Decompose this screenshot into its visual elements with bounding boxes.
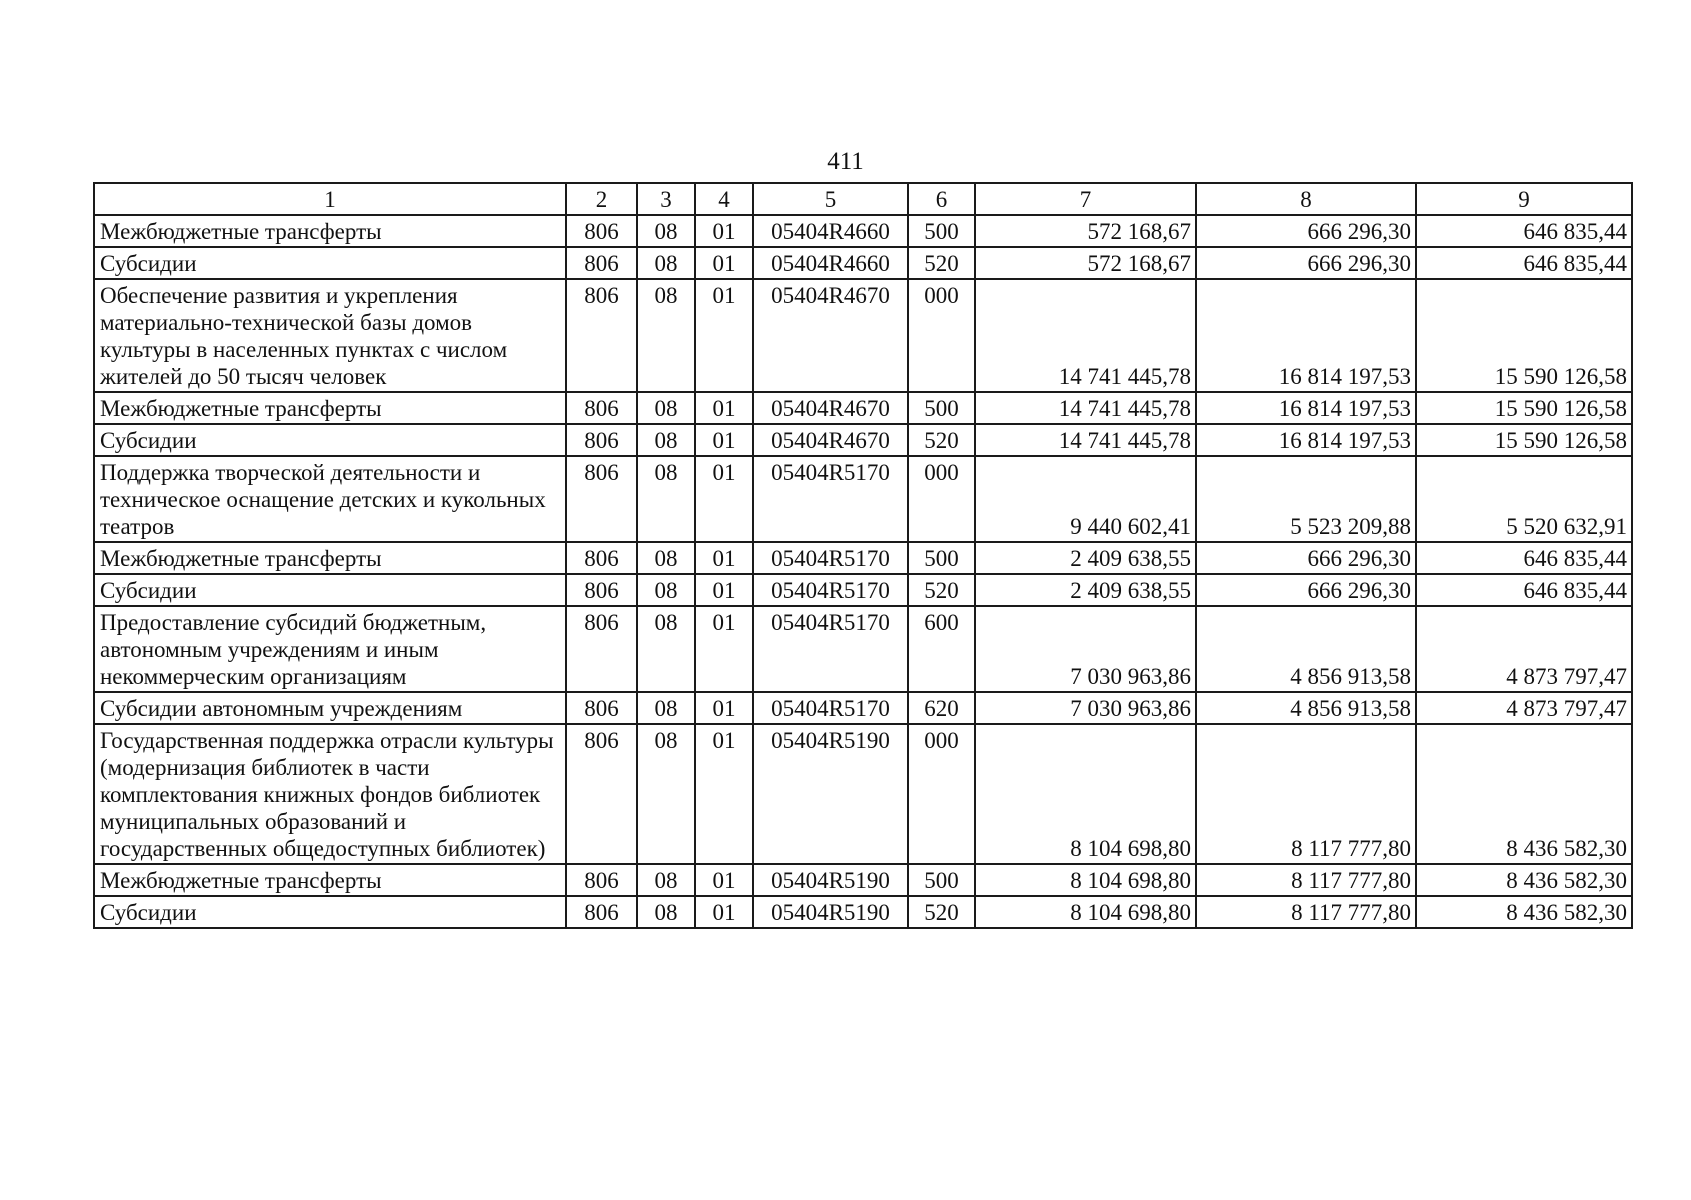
column-header: 2: [566, 183, 637, 215]
row-code-admin: 806: [566, 692, 637, 724]
row-code-admin: 806: [566, 542, 637, 574]
row-amount-9: 646 835,44: [1416, 215, 1632, 247]
row-description: Субсидии: [94, 574, 566, 606]
row-description: Межбюджетные трансферты: [94, 215, 566, 247]
column-header: 9: [1416, 183, 1632, 215]
table-row: [94, 392, 1632, 424]
table-row: [94, 279, 1632, 392]
row-code-type: 600: [908, 606, 975, 692]
row-code-subsection: 01: [695, 392, 753, 424]
row-code-admin: 806: [566, 392, 637, 424]
row-code-type: 000: [908, 456, 975, 542]
row-code-section: 08: [637, 574, 695, 606]
row-code-admin: 806: [566, 574, 637, 606]
row-amount-8: 16 814 197,53: [1196, 279, 1416, 392]
budget-table: [93, 182, 1633, 929]
row-code-subsection: 01: [695, 574, 753, 606]
row-description: Поддержка творческой деятельности и техническое оснащение детских и кукольных театров: [94, 456, 566, 542]
row-amount-9: 15 590 126,58: [1416, 424, 1632, 456]
row-amount-9: 15 590 126,58: [1416, 392, 1632, 424]
table-row: [94, 456, 1632, 542]
row-description: Субсидии: [94, 247, 566, 279]
row-amount-8: 4 856 913,58: [1196, 606, 1416, 692]
row-code-target: 05404R4660: [753, 247, 908, 279]
row-amount-9: 15 590 126,58: [1416, 279, 1632, 392]
row-code-section: 08: [637, 424, 695, 456]
row-description: Межбюджетные трансферты: [94, 864, 566, 896]
row-code-subsection: 01: [695, 456, 753, 542]
column-header: 7: [975, 183, 1196, 215]
row-code-subsection: 01: [695, 247, 753, 279]
column-header: 8: [1196, 183, 1416, 215]
row-code-type: 520: [908, 247, 975, 279]
row-amount-7: 14 741 445,78: [975, 424, 1196, 456]
row-amount-8: 8 117 777,80: [1196, 724, 1416, 864]
row-code-section: 08: [637, 606, 695, 692]
row-description: Межбюджетные трансферты: [94, 392, 566, 424]
row-amount-8: 8 117 777,80: [1196, 864, 1416, 896]
row-code-section: 08: [637, 279, 695, 392]
row-description: Государственная поддержка отрасли культуры (модернизация библиотек в части комплектования книжных фондов библиотек муниципальных образований и государственных общедоступных библиотек): [94, 724, 566, 864]
row-amount-9: 8 436 582,30: [1416, 896, 1632, 928]
row-code-admin: 806: [566, 247, 637, 279]
table-row: [94, 542, 1632, 574]
row-amount-9: 4 873 797,47: [1416, 606, 1632, 692]
row-amount-7: 8 104 698,80: [975, 724, 1196, 864]
row-code-section: 08: [637, 456, 695, 542]
row-amount-9: 5 520 632,91: [1416, 456, 1632, 542]
column-header: 1: [94, 183, 566, 215]
row-code-type: 500: [908, 392, 975, 424]
row-code-type: 520: [908, 424, 975, 456]
table-row: [94, 247, 1632, 279]
row-amount-7: 572 168,67: [975, 215, 1196, 247]
table-row: [94, 692, 1632, 724]
row-code-subsection: 01: [695, 424, 753, 456]
row-amount-9: 4 873 797,47: [1416, 692, 1632, 724]
row-amount-8: 666 296,30: [1196, 542, 1416, 574]
table-row: [94, 864, 1632, 896]
row-code-admin: 806: [566, 456, 637, 542]
row-amount-9: 8 436 582,30: [1416, 864, 1632, 896]
row-code-admin: 806: [566, 424, 637, 456]
row-amount-7: 14 741 445,78: [975, 279, 1196, 392]
row-code-section: 08: [637, 392, 695, 424]
row-code-section: 08: [637, 247, 695, 279]
row-code-section: 08: [637, 864, 695, 896]
row-code-admin: 806: [566, 864, 637, 896]
row-amount-8: 8 117 777,80: [1196, 896, 1416, 928]
row-code-type: 000: [908, 724, 975, 864]
row-amount-7: 14 741 445,78: [975, 392, 1196, 424]
column-header: 3: [637, 183, 695, 215]
row-code-subsection: 01: [695, 692, 753, 724]
row-code-target: 05404R5170: [753, 542, 908, 574]
column-header: 5: [753, 183, 908, 215]
column-header: 6: [908, 183, 975, 215]
row-code-section: 08: [637, 724, 695, 864]
row-amount-8: 666 296,30: [1196, 247, 1416, 279]
row-code-target: 05404R5170: [753, 574, 908, 606]
row-code-type: 500: [908, 864, 975, 896]
row-amount-9: 646 835,44: [1416, 542, 1632, 574]
row-amount-7: 7 030 963,86: [975, 606, 1196, 692]
row-code-subsection: 01: [695, 279, 753, 392]
row-code-target: 05404R5170: [753, 692, 908, 724]
row-code-subsection: 01: [695, 724, 753, 864]
row-code-admin: 806: [566, 279, 637, 392]
row-code-admin: 806: [566, 896, 637, 928]
row-code-subsection: 01: [695, 896, 753, 928]
row-description: Субсидии: [94, 896, 566, 928]
table-row: [94, 724, 1632, 864]
row-amount-8: 666 296,30: [1196, 574, 1416, 606]
table-row: [94, 574, 1632, 606]
row-code-target: 05404R4660: [753, 215, 908, 247]
row-code-target: 05404R5170: [753, 456, 908, 542]
row-amount-9: 646 835,44: [1416, 574, 1632, 606]
row-amount-7: 8 104 698,80: [975, 864, 1196, 896]
row-code-subsection: 01: [695, 864, 753, 896]
row-amount-8: 5 523 209,88: [1196, 456, 1416, 542]
table-body: [94, 215, 1632, 928]
row-code-section: 08: [637, 896, 695, 928]
row-description: Обеспечение развития и укрепления материально-технической базы домов культуры в населенных пунктах с числом жителей до 50 тысяч человек: [94, 279, 566, 392]
row-code-section: 08: [637, 542, 695, 574]
row-code-section: 08: [637, 692, 695, 724]
row-code-admin: 806: [566, 215, 637, 247]
row-code-target: 05404R4670: [753, 392, 908, 424]
row-code-target: 05404R5190: [753, 896, 908, 928]
row-code-admin: 806: [566, 606, 637, 692]
page-number: 411: [827, 148, 864, 175]
row-code-subsection: 01: [695, 215, 753, 247]
table-row: [94, 215, 1632, 247]
row-code-type: 620: [908, 692, 975, 724]
row-amount-9: 8 436 582,30: [1416, 724, 1632, 864]
row-description: Предоставление субсидий бюджетным, автономным учреждениям и иным некоммерческим организациям: [94, 606, 566, 692]
row-code-type: 500: [908, 215, 975, 247]
row-code-target: 05404R5190: [753, 864, 908, 896]
row-amount-8: 4 856 913,58: [1196, 692, 1416, 724]
row-code-target: 05404R5170: [753, 606, 908, 692]
row-amount-7: 572 168,67: [975, 247, 1196, 279]
row-code-target: 05404R4670: [753, 279, 908, 392]
table-row: [94, 606, 1632, 692]
row-description: Межбюджетные трансферты: [94, 542, 566, 574]
table-row: [94, 424, 1632, 456]
row-code-target: 05404R5190: [753, 724, 908, 864]
row-description: Субсидии: [94, 424, 566, 456]
row-amount-7: 7 030 963,86: [975, 692, 1196, 724]
row-amount-8: 16 814 197,53: [1196, 424, 1416, 456]
row-code-type: 520: [908, 896, 975, 928]
row-amount-7: 9 440 602,41: [975, 456, 1196, 542]
row-code-subsection: 01: [695, 606, 753, 692]
row-code-target: 05404R4670: [753, 424, 908, 456]
row-code-section: 08: [637, 215, 695, 247]
row-code-admin: 806: [566, 724, 637, 864]
row-amount-7: 2 409 638,55: [975, 574, 1196, 606]
row-amount-8: 666 296,30: [1196, 215, 1416, 247]
row-code-type: 520: [908, 574, 975, 606]
table-header-row: [94, 183, 1632, 215]
row-code-type: 000: [908, 279, 975, 392]
row-amount-9: 646 835,44: [1416, 247, 1632, 279]
row-code-subsection: 01: [695, 542, 753, 574]
row-amount-8: 16 814 197,53: [1196, 392, 1416, 424]
table-row: [94, 896, 1632, 928]
column-header: 4: [695, 183, 753, 215]
row-amount-7: 2 409 638,55: [975, 542, 1196, 574]
row-amount-7: 8 104 698,80: [975, 896, 1196, 928]
row-code-type: 500: [908, 542, 975, 574]
row-description: Субсидии автономным учреждениям: [94, 692, 566, 724]
